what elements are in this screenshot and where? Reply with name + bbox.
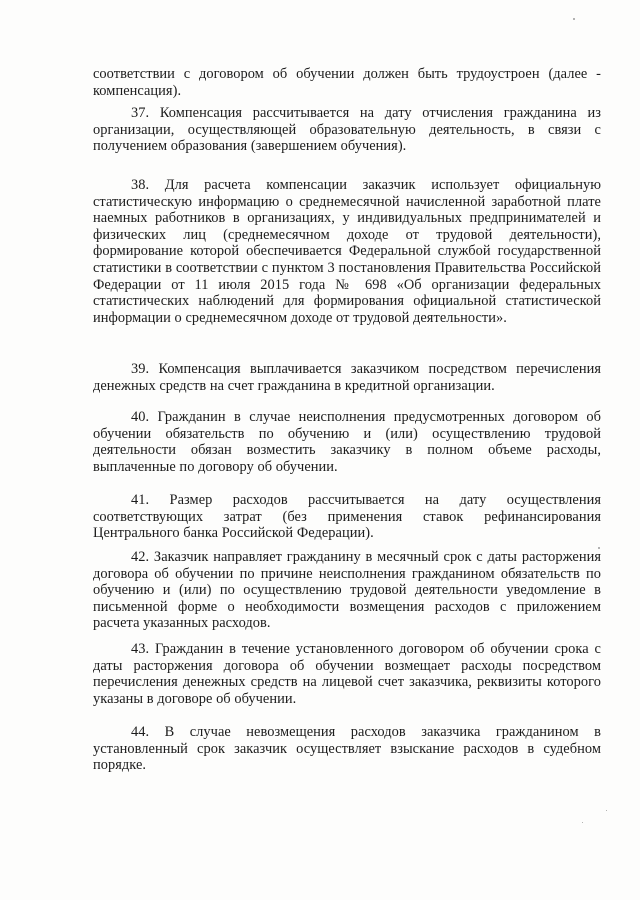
paragraph-43 — [93, 641, 601, 707]
paragraph-42 — [93, 549, 601, 632]
scan-speck — [573, 18, 575, 20]
paragraph-38 — [93, 177, 601, 326]
paragraph-text: 39. Компенсация выплачивается заказчиком посредством перечисления денежных средств на счет гражданина в кредитной организации. — [93, 361, 601, 394]
paragraph-text: 41. Размер расходов рассчитывается на дату осуществления соответствующих затрат (без применения ставок рефинансирования Центрального банка Российской Федерации). — [93, 492, 601, 542]
scan-speck — [606, 810, 607, 811]
paragraph-39 — [93, 361, 601, 394]
paragraph-text: 38. Для расчета компенсации заказчик использует официальную статистическую информацию о среднемесячной начисленной заработной плате наемных работников в организациях, у индивидуальных предпринимателей и физических лиц (среднемесячном доходе от трудовой деятельности), формирование которой обеспечивается Федеральной службой государственной статистики в соответствии с пунктом 3 постановления Правительства Российской Федерации от 11 июля 2015 года № 698 «Об организации федеральных статистических наблюдений для формирования официальной статистической информации о среднемесячном доходе от трудовой деятельности». — [93, 177, 601, 326]
paragraph-37 — [93, 105, 601, 155]
paragraph-text: 43. Гражданин в течение установленного договором об обучении срока с даты расторжения договора об обучении возмещает расходы посредством перечисления денежных средств на лицевой счет заказчика, реквизиты которого указаны в договоре об обучении. — [93, 641, 601, 707]
paragraph-text: 42. Заказчик направляет гражданину в месячный срок с даты расторжения договора об обучении по причине неисполнения гражданином обязательств по обучению и (или) по осуществлению трудовой деятельности уведомление в письменной форме о необходимости возмещения расходов с приложением расчета указанных расходов. — [93, 549, 601, 632]
paragraph-text: соответствии с договором об обучении должен быть трудоустроен (далее - компенсация). — [93, 66, 601, 99]
paragraph-continuation — [93, 66, 601, 99]
paragraph-text: 37. Компенсация рассчитывается на дату отчисления гражданина из организации, осуществляющей образовательную деятельность, в связи с получением образования (завершением обучения). — [93, 105, 601, 155]
paragraph-text: 44. В случае невозмещения расходов заказчика гражданином в установленный срок заказчик осуществляет взыскание расходов в судебном порядке. — [93, 724, 601, 774]
paragraph-40 — [93, 409, 601, 475]
paragraph-text: 40. Гражданин в случае неисполнения предусмотренных договором об обучении обязательств по обучению и (или) осуществлению трудовой деятельности обязан возместить заказчику в полном объеме расходы, выплаченные по договору об обучении. — [93, 409, 601, 475]
paragraph-44 — [93, 724, 601, 774]
paragraph-41 — [93, 492, 601, 542]
scan-speck — [582, 822, 583, 823]
